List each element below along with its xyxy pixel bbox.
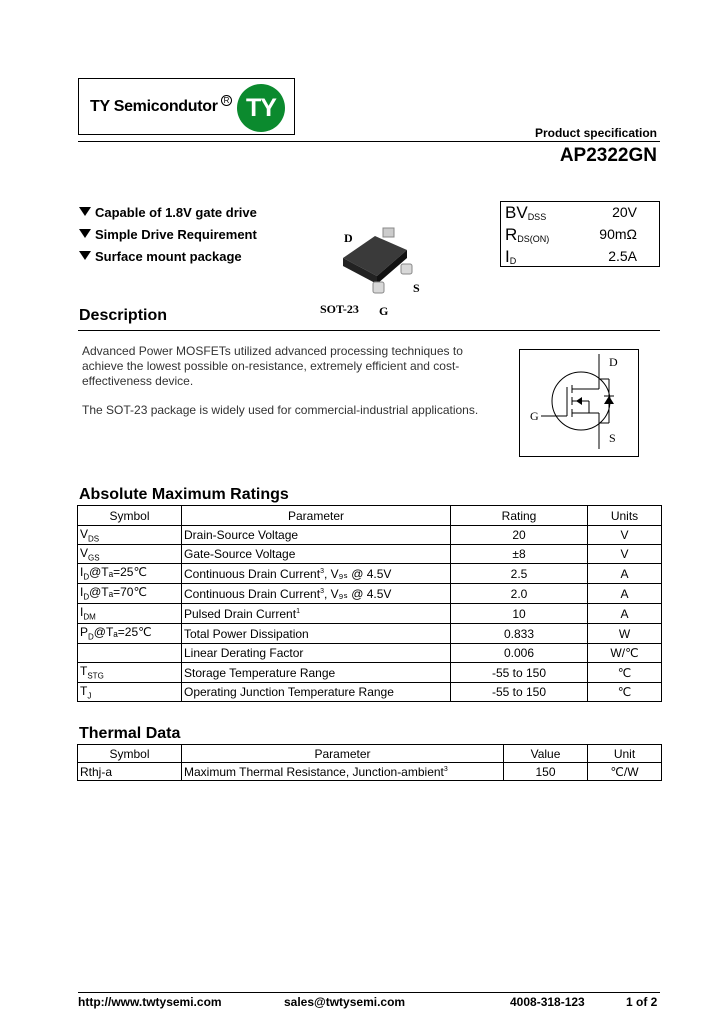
spec-row: $BV_{DSS}$ 20V (505, 203, 637, 222)
ratings-heading: Absolute Maximum Ratings (79, 486, 289, 503)
schematic-label-d: D (609, 355, 618, 369)
table-row: $V_{DS}$ Drain-Source Voltage 20 V (78, 526, 662, 545)
section-divider (78, 330, 660, 331)
mosfet-schematic-icon (519, 349, 639, 457)
package-pin-g: G (379, 304, 389, 318)
doc-type: Product specification (534, 126, 657, 140)
table-row: $I_{DM}$ Pulsed Drain Current$^1$ 10 A (78, 604, 662, 624)
table-header-row: Symbol Parameter Value Unit (78, 745, 662, 763)
description-heading: Description (79, 307, 168, 324)
feature-item: Capable of 1.8V gate drive (79, 205, 257, 220)
thermal-heading: Thermal Data (79, 725, 181, 742)
feature-item: Surface mount package (79, 249, 242, 264)
table-row: $P_D@T_a=25℃$ Total Power Dissipation 0.833 W (78, 624, 662, 644)
package-pin-d: D (344, 231, 353, 245)
table-row: Rthj-a Maximum Thermal Resistance, Junction-ambient$^3$ 150 ℃/W (78, 763, 662, 781)
description-paragraph: Advanced Power MOSFETs utilized advanced processing techniques to achieve the lowest possible on-resistance, extremely efficient and cost-effectiveness device. (82, 344, 463, 388)
triangle-bullet-icon (79, 229, 91, 238)
thermal-table (77, 744, 662, 781)
schematic-label-g: G (530, 409, 539, 423)
table-row: $T_{STG}$ Storage Temperature Range -55 to 150 ℃ (78, 663, 662, 683)
key-specs-box (500, 201, 660, 267)
description-paragraph: The SOT-23 package is widely used for commercial-industrial applications. (82, 403, 479, 417)
feature-item: Simple Drive Requirement (79, 227, 257, 242)
table-row: Linear Derating Factor 0.006 W/℃ (78, 644, 662, 663)
registered-mark: R (221, 95, 232, 106)
table-row: $I_D@T_a=70℃$ Continuous Drain Current$^3$, V₉ₛ @ 4.5V 2.0 A (78, 584, 662, 604)
part-number: AP2322GN (559, 145, 657, 166)
footer-phone: 4008-318-123 (510, 995, 585, 1009)
package-name: SOT-23 (320, 302, 359, 316)
package-pin-s: S (413, 281, 420, 295)
ratings-table (77, 505, 662, 702)
table-header-row: Symbol Parameter Rating Units (78, 506, 662, 526)
company-name: TY Semicondutor (90, 98, 218, 115)
company-logo: TY (237, 84, 285, 132)
footer-website[interactable]: http://www.twtysemi.com (78, 995, 222, 1009)
spec-row: $R_{DS(ON)}$ 90mΩ (505, 225, 637, 244)
spec-row: $I_D$ 2.5A (505, 247, 637, 266)
footer-divider (78, 992, 660, 993)
table-row: $I_D@T_a=25℃$ Continuous Drain Current$^3$, V₉ₛ @ 4.5V 2.5 A (78, 564, 662, 584)
triangle-bullet-icon (79, 251, 91, 260)
table-row: $V_{GS}$ Gate-Source Voltage ±8 V (78, 545, 662, 564)
schematic-label-s: S (609, 431, 616, 445)
header-divider (78, 141, 660, 142)
triangle-bullet-icon (79, 207, 91, 216)
page-number: 1 of 2 (626, 995, 658, 1009)
table-row: $T_J$ Operating Junction Temperature Range -55 to 150 ℃ (78, 683, 662, 702)
footer-email[interactable]: sales@twtysemi.com (284, 995, 406, 1009)
